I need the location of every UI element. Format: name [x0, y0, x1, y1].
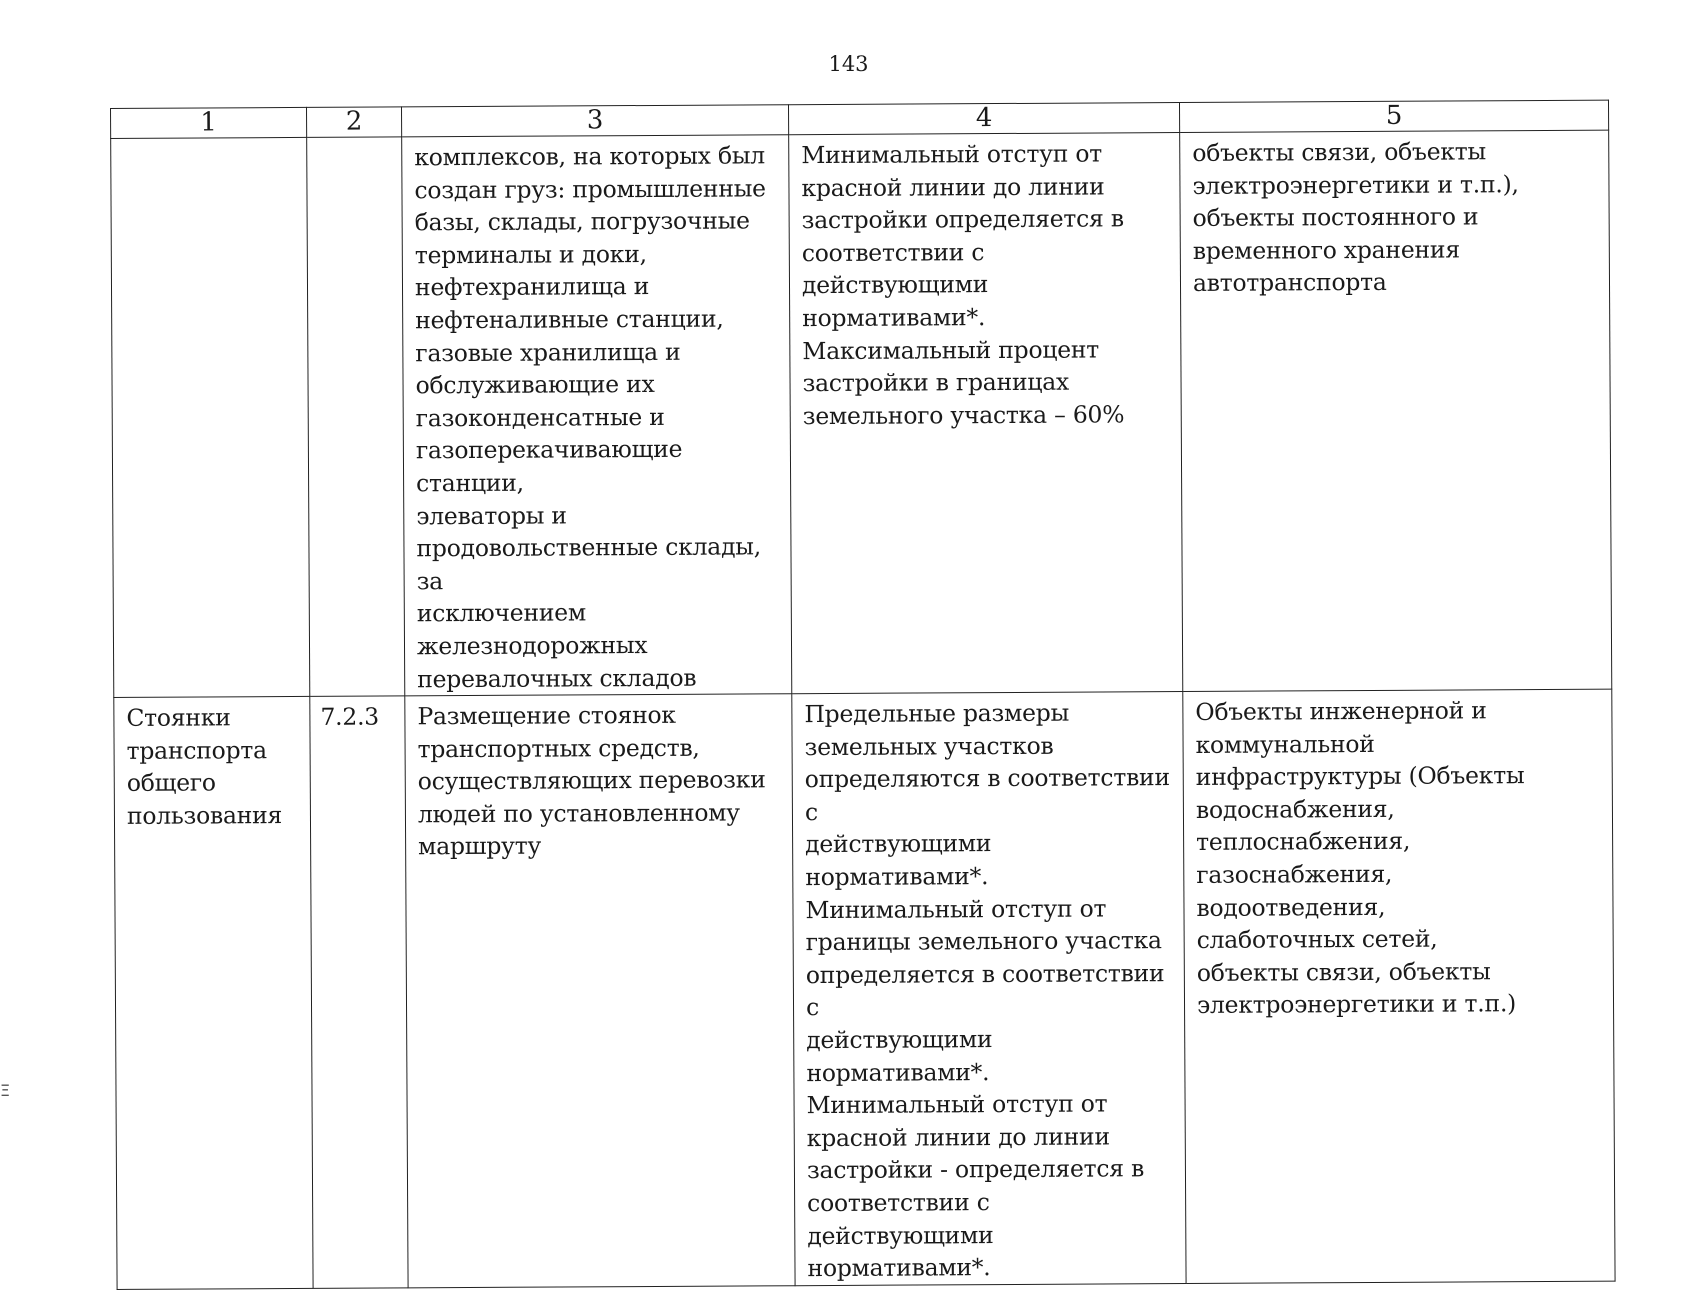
cell-text: Предельные размеры земельных участков определяются в соответствии с действующими нормативами*. Минимальный отступ от границы земельного участка определяется в соответствии с действующими нормативами*. Минимальный отступ от красной линии до линии застройки - определяется в соответствии с действующими нормативами*.: [804, 696, 1177, 1285]
column-header-2: 2: [306, 107, 401, 138]
regulations-table: [110, 100, 1616, 1290]
table-cell-code: [307, 137, 405, 697]
regulations-table-container: [110, 100, 1615, 1290]
column-header-1: 1: [111, 107, 307, 138]
cell-text: [123, 142, 298, 143]
table-cell-auxiliary-uses: [1183, 689, 1615, 1283]
table-cell-use-name: [111, 137, 310, 697]
table-cell-description: [402, 135, 792, 696]
cell-text: объекты связи, объекты электроэнергетики и т.п.), объекты постоянного и временного хранения автотранспорта: [1192, 135, 1601, 300]
margin-scan-mark: Ξ: [0, 1080, 7, 1102]
cell-text: комплексов, на которых был создан груз: промышленные базы, склады, погрузочные терминалы и доки, нефтехранилища и нефтеналивные станции, газовые хранилища и обслуживающие их газоконденсатные и газоперекачивающие станции, элеваторы и продовольственные склады, за исключением железнодорожных перевалочных складов: [414, 139, 783, 695]
table-row: [111, 130, 1612, 697]
cell-text: Стоянки транспорта общего пользования: [126, 701, 302, 832]
table-cell-auxiliary-uses: [1180, 130, 1612, 691]
column-header-5: 5: [1179, 100, 1608, 132]
table-cell-code: [310, 696, 408, 1288]
table-cell-description: [405, 694, 795, 1288]
column-header-4: 4: [788, 103, 1179, 135]
table-cell-parameters: [792, 692, 1186, 1286]
page-number: 143: [0, 50, 1697, 78]
table-cell-parameters: [789, 133, 1183, 694]
column-header-3: 3: [401, 105, 788, 137]
cell-text: Объекты инженерной и коммунальной инфраструктуры (Объекты водоснабжения, теплоснабжения, газоснабжения, водоотведения, слаботочных сетей, объекты связи, объекты электроэнергетики и т.п.): [1195, 694, 1605, 1022]
cell-text: Размещение стоянок транспортных средств, осуществляющих перевозки людей по установленному маршруту: [417, 698, 784, 863]
table-cell-use-name: [114, 696, 313, 1289]
table-row: [114, 689, 1615, 1289]
cell-text: Минимальный отступ от красной линии до линии застройки определяется в соответствии с действующими нормативами*. Максимальный процент застройки в границах земельного участка – 60%: [801, 137, 1173, 432]
cell-text: 7.2.3: [320, 701, 396, 734]
